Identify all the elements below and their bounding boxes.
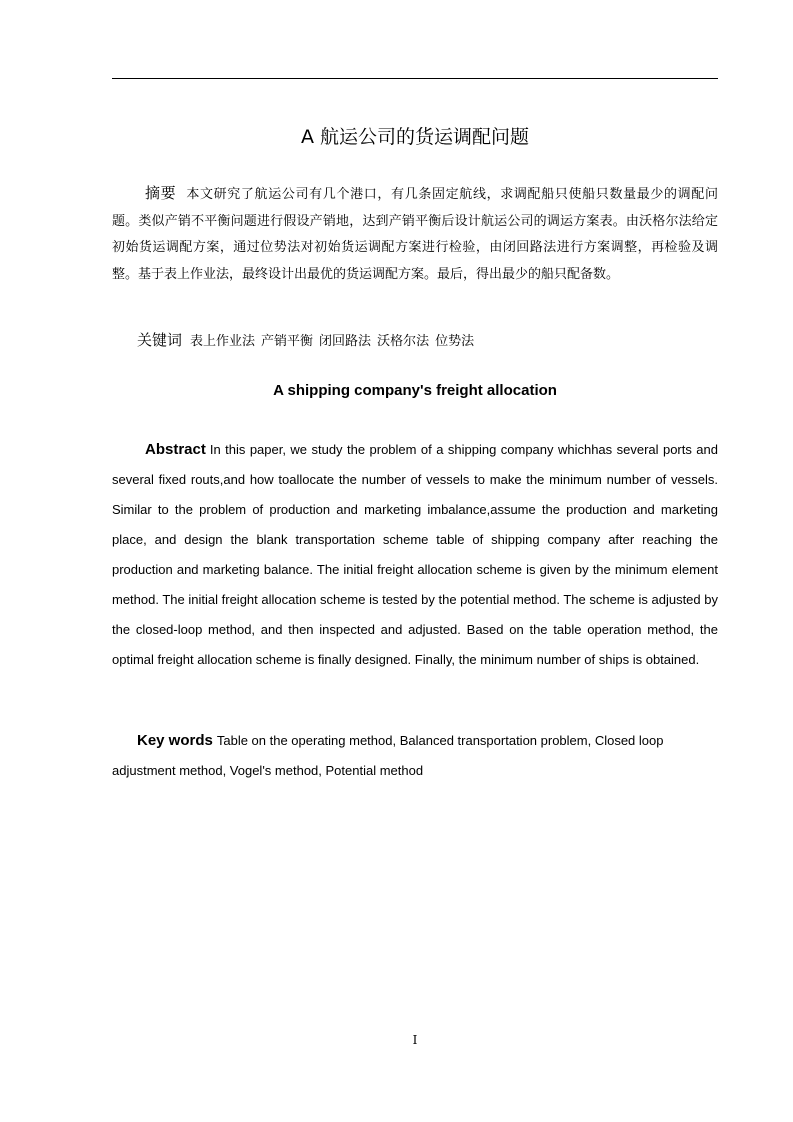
keywords-en-label: Key words [137, 732, 213, 749]
abstract-en-label: Abstract [145, 441, 206, 458]
keyword-cn: 沃格尔法 [377, 334, 430, 349]
abstract-en [112, 435, 718, 675]
keyword-cn: 闭回路法 [319, 334, 372, 349]
abstract-cn [112, 180, 718, 289]
keyword-cn: 产销平衡 [261, 334, 314, 349]
keywords-en [112, 726, 718, 786]
page-number: I [412, 1033, 418, 1047]
keyword-cn: 表上作业法 [190, 334, 256, 349]
abstract-en-text: In this paper, we study the problem of a shipping company whichhas several ports and several fixed routs,and how toallocate the number of vessels to make the minimum number of vessels. Similar to the problem of production and marketing imbalance,assume the production and marketing place, and design the blank transportation scheme table of shipping company after reaching the production and marketing balance. The initial freight allocation scheme is given by the minimum element method. The initial freight allocation scheme is tested by the potential method. The scheme is adjusted by the closed-loop method, and then inspected and adjusted. Based on the table operation method, the optimal freight allocation scheme is finally designed. Finally, the minimum number of ships is obtained. [112, 442, 718, 667]
keywords-cn-label: 关键词 [137, 331, 183, 349]
keywords-en-text: Table on the operating method, Balanced transportation problem, Closed loop adjustment method, Vogel's method, Potential method [112, 733, 664, 778]
abstract-cn-text: 本文研究了航运公司有几个港口，有几条固定航线，求调配船只使船只数量最少的调配问题。类似产销不平衡问题进行假设产销地，达到产销平衡后设计航运公司的调运方案表。由沃格尔法给定初始货运调配方案，通过位势法对初始货运调配方案进行检验，由闭回路法进行方案调整，再检验及调整。基于表上作业法，最终设计出最优的货运调配方案。最后，得出最少的船只配备数。 [112, 187, 718, 283]
paper-title-cn: A 航运公司的货运调配问题 [300, 126, 530, 148]
keywords-cn [137, 327, 717, 355]
paper-title-en: A shipping company's freight allocation [273, 382, 557, 399]
abstract-cn-label: 摘要 [145, 184, 177, 202]
keyword-cn: 位势法 [435, 334, 475, 349]
header-rule [112, 78, 718, 79]
